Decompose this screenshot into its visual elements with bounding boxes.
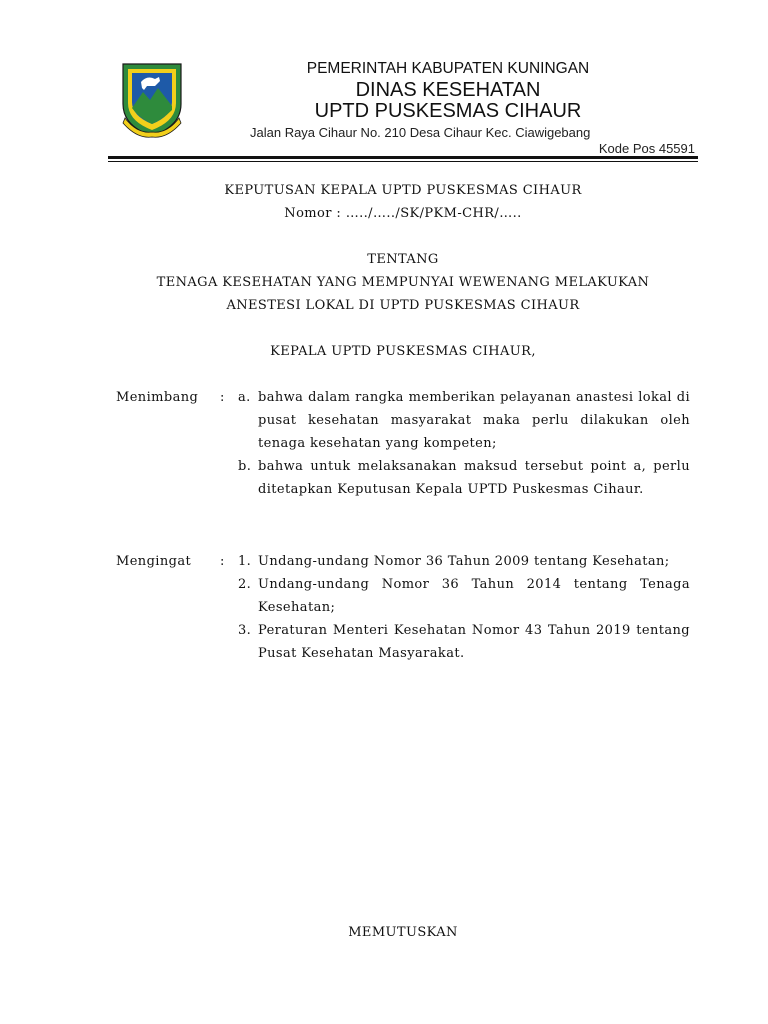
kuningan-regency-emblem-icon	[117, 60, 187, 138]
menimbang-list	[238, 386, 690, 501]
list-item	[238, 550, 690, 573]
list-item	[238, 386, 690, 455]
item-marker: 3.	[238, 623, 252, 638]
subject-line-1: TENAGA KESEHATAN YANG MEMPUNYAI WEWENANG MELAKUKAN	[156, 275, 650, 290]
subject-line-2: ANESTESI LOKAL DI UPTD PUSKESMAS CIHAUR	[226, 298, 580, 313]
decree-head: KEPALA UPTD PUSKESMAS CIHAUR,	[270, 344, 536, 359]
letterhead-divider-thin	[108, 161, 698, 162]
item-text: Undang-undang Nomor 36 Tahun 2014 tentang Tenaga Kesehatan;	[258, 577, 690, 615]
item-text: bahwa untuk melaksanakan maksud tersebut point a, perlu ditetapkan Keputusan Kepala UPTD Puskesmas Cihaur.	[258, 459, 690, 497]
about-heading: TENTANG	[367, 252, 439, 267]
mengingat-colon: :	[220, 554, 225, 569]
item-marker: b.	[238, 459, 252, 474]
item-text: Peraturan Menteri Kesehatan Nomor 43 Tahun 2019 tentang Pusat Kesehatan Masyarakat.	[258, 623, 690, 661]
menimbang-colon: :	[220, 390, 225, 405]
postal-code: Kode Pos 45591	[598, 141, 695, 156]
decree-number: Nomor : …../…../SK/PKM-CHR/…..	[284, 206, 522, 221]
list-item	[238, 573, 690, 619]
address: Jalan Raya Cihaur No. 210 Desa Cihaur Kec. Ciawigebang	[250, 125, 591, 140]
menimbang-label: Menimbang	[116, 390, 199, 405]
letterhead-divider-thick	[108, 156, 698, 159]
decision-heading: MEMUTUSKAN	[348, 925, 458, 940]
decree-title: KEPUTUSAN KEPALA UPTD PUSKESMAS CIHAUR	[224, 183, 582, 198]
item-marker: 2.	[238, 577, 252, 592]
institution-name: UPTD PUSKESMAS CIHAUR	[314, 100, 582, 122]
mengingat-list	[238, 550, 690, 665]
item-marker: a.	[238, 390, 251, 405]
mengingat-label: Mengingat	[116, 554, 192, 569]
item-marker: 1.	[238, 554, 252, 569]
list-item	[238, 455, 690, 501]
agency-name: DINAS KESEHATAN	[355, 79, 541, 101]
item-text: bahwa dalam rangka memberikan pelayanan anastesi lokal di pusat kesehatan masyarakat maka perlu dilakukan oleh tenaga kesehatan yang kompeten;	[258, 390, 690, 451]
list-item	[238, 619, 690, 665]
government-name: PEMERINTAH KABUPATEN KUNINGAN	[306, 60, 590, 77]
item-text: Undang-undang Nomor 36 Tahun 2009 tentang Kesehatan;	[258, 554, 670, 569]
